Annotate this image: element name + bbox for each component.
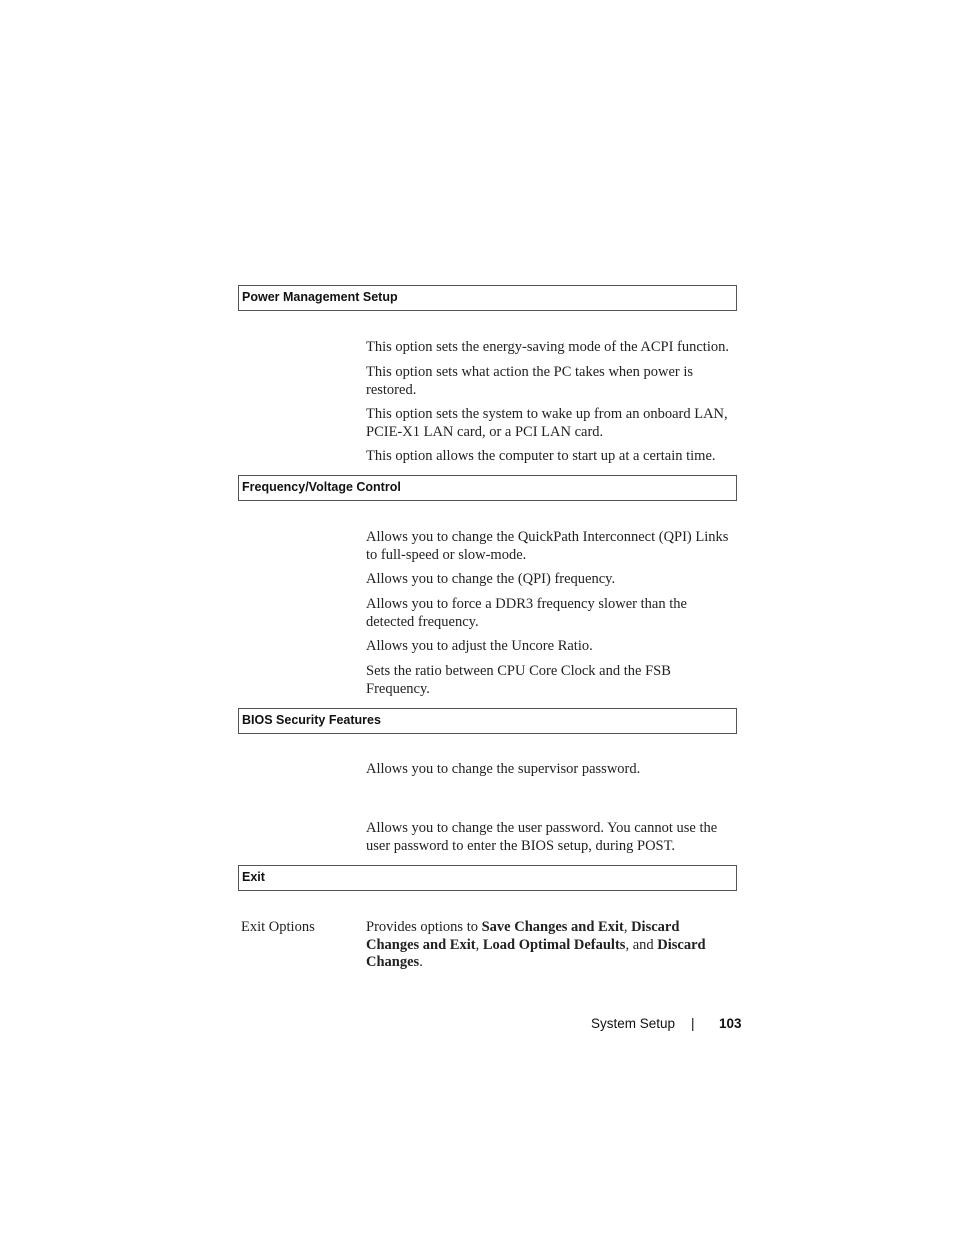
section-header: Power Management Setup [238, 285, 737, 311]
section-header: Exit [238, 865, 737, 891]
table-row [238, 571, 736, 589]
row-description: Allows you to adjust the Uncore Ratio. [366, 638, 593, 654]
section-exit [238, 865, 737, 970]
table-row [238, 919, 736, 972]
row-description: This option sets the energy-saving mode of the ACPI function. [366, 339, 729, 355]
section-power-management [238, 285, 737, 464]
row-description: This option allows the computer to start up at a certain time. [366, 448, 716, 464]
table-row [238, 339, 736, 357]
table-row [238, 761, 736, 779]
option-save-changes-and-exit: Save Changes and Exit [481, 919, 624, 935]
section-frequency-voltage [238, 475, 737, 697]
table-row [238, 663, 736, 698]
section-bios-security [238, 708, 737, 854]
table-row [238, 448, 736, 466]
table-row [238, 529, 736, 564]
footer-separator: | [691, 1016, 695, 1031]
table-row [238, 364, 736, 399]
desc-text: , and [625, 936, 658, 953]
row-description: Sets the ratio between CPU Core Clock and the FSB Frequency. [366, 663, 671, 697]
row-description: Allows you to change the user password. You cannot use the user password to enter the BIOS setup, during POST. [366, 820, 718, 854]
desc-text: Provides options to [366, 919, 482, 935]
page-number: 103 [719, 1016, 742, 1031]
row-description-exit-options [366, 919, 736, 972]
option-discard-changes-and-exit: Discard Changes and Exit [366, 919, 680, 953]
row-description: This option sets what action the PC takes when power is restored. [366, 364, 694, 398]
table-row [238, 596, 736, 631]
table-row [238, 820, 736, 855]
table-row [238, 638, 736, 656]
option-discard-changes: Discard Changes [366, 936, 706, 970]
row-description: This option sets the system to wake up from an onboard LAN, PCIE-X1 LAN card, or a PCI LAN card. [366, 406, 728, 440]
desc-text: , [475, 936, 483, 953]
row-description: Allows you to change the supervisor password. [366, 761, 641, 777]
desc-text: , [623, 919, 632, 935]
table-row [238, 406, 736, 441]
desc-text: . [419, 954, 423, 970]
footer-section-name: System Setup [591, 1016, 676, 1031]
page-footer [591, 1016, 742, 1031]
row-description: Allows you to change the QuickPath Interconnect (QPI) Links to full-speed or slow-mode. [366, 529, 729, 563]
section-header: Frequency/Voltage Control [238, 475, 737, 501]
option-load-optimal-defaults: Load Optimal Defaults [482, 936, 626, 953]
row-label-exit-options: Exit Options [241, 919, 315, 935]
row-description: Allows you to force a DDR3 frequency slower than the detected frequency. [366, 596, 687, 630]
row-description: Allows you to change the (QPI) frequency. [366, 571, 616, 587]
section-header: BIOS Security Features [238, 708, 737, 734]
